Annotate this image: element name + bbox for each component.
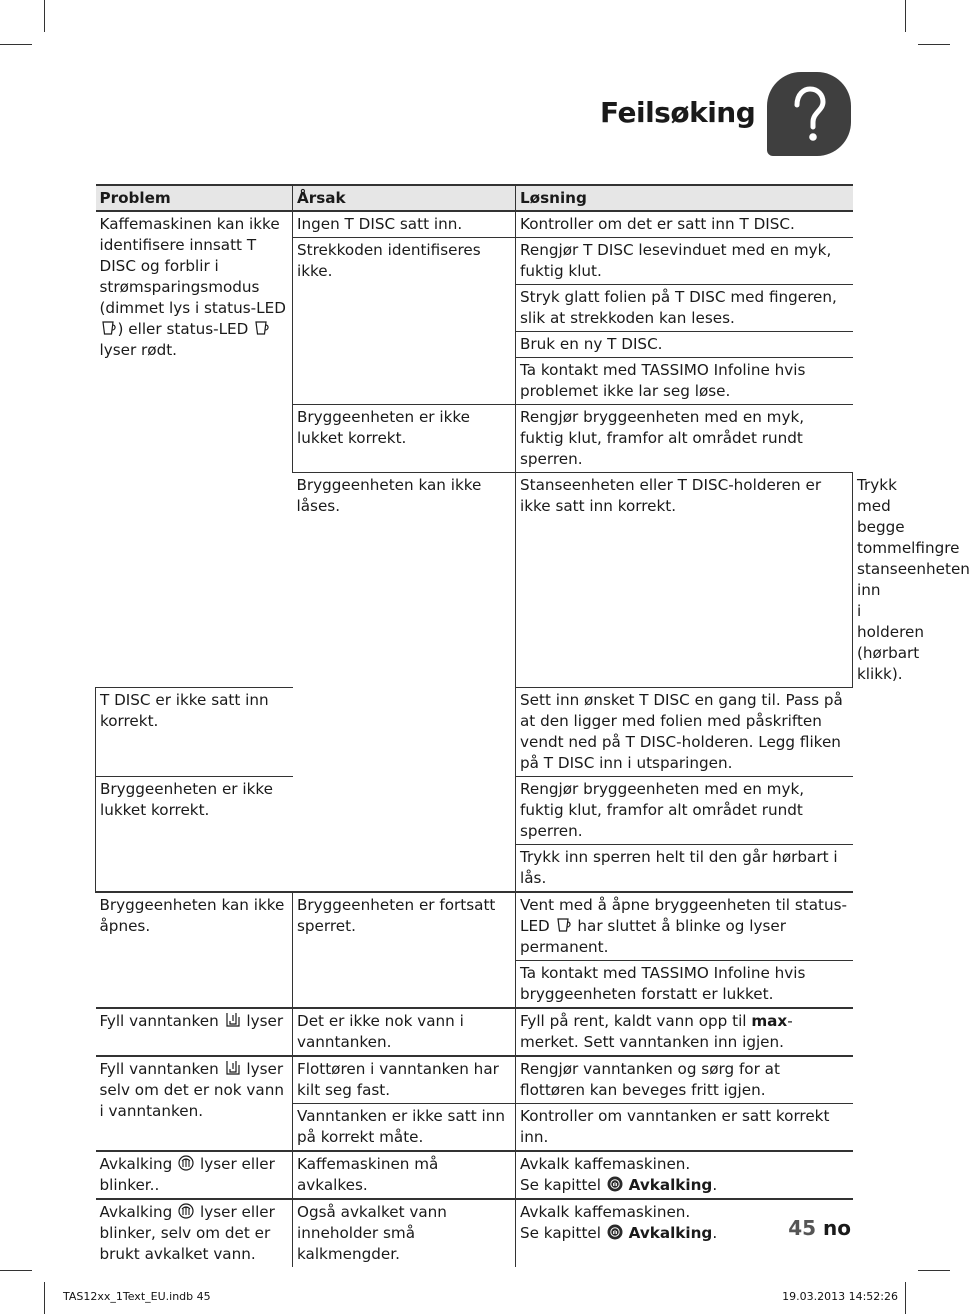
- crop-mark: [918, 1270, 950, 1271]
- cause-cell: Ingen T DISC satt inn.: [293, 211, 516, 238]
- solution-cell: Trykk inn sperren helt til den går hørbart i lås.: [516, 844, 853, 892]
- table-row: [96, 1008, 853, 1056]
- cause-cell: T DISC er ikke satt inn korrekt.: [96, 687, 293, 776]
- descale-icon: [178, 1203, 194, 1219]
- solution-cell: Ta kontakt med TASSIMO Infoline hvis problemet ikke lar seg løse.: [516, 358, 853, 405]
- column-header-problem: Problem: [96, 185, 293, 211]
- problem-cell: Bryggeenheten kan ikke åpnes.: [96, 892, 293, 1008]
- footer-file-info: TAS12xx_1Text_EU.indb 45: [63, 1290, 211, 1303]
- solution-cell: Sett inn ønsket T DISC en gang til. Pass på at den ligger med folien med påskriften vendt ned på T DISC-holderen. Legg fliken på T DISC inn i utsparingen.: [516, 687, 853, 776]
- crop-mark: [0, 44, 32, 45]
- water-tank-icon: [225, 1012, 241, 1028]
- cause-cell: Også avkalket vann inneholder små kalkmengder.: [293, 1199, 516, 1267]
- table-row: [96, 1056, 853, 1104]
- cause-cell: Det er ikke nok vann i vanntanken.: [293, 1008, 516, 1056]
- cup-led-icon: [556, 917, 572, 933]
- solution-cell: Vent med å åpne bryggeenheten til status-LED har sluttet å blinke og lyser permanent.: [516, 892, 853, 961]
- table-row: Bryggeenheten kan ikke låses. Stanseenheten eller T DISC-holderen er ikke satt inn korrekt. Trykk med begge tommelfingre stanseenheten inn i holderen (hørbart klikk).: [96, 473, 853, 688]
- descale-chapter-icon: [607, 1176, 623, 1192]
- cause-cell: Bryggeenheten er ikke lukket korrekt.: [293, 405, 516, 473]
- problem-cell: Kaffemaskinen kan ikke identifisere innsatt T DISC og forblir i strømsparingsmodus (dimmet lys i status-LED ) eller status-LED lyser rødt.: [96, 211, 293, 687]
- cause-cell: Vanntanken er ikke satt inn på korrekt måte.: [293, 1103, 516, 1151]
- solution-cell: Rengjør vanntanken og sørg for at flottøren kan beveges fritt igjen.: [516, 1056, 853, 1104]
- cause-cell: Bryggeenheten er fortsatt sperret.: [293, 892, 516, 1008]
- page-number: [788, 1216, 851, 1240]
- solution-cell: Ta kontakt med TASSIMO Infoline hvis bryggeenheten forstatt er lukket.: [516, 960, 853, 1008]
- solution-cell: Kontroller om vanntanken er satt korrekt inn.: [516, 1103, 853, 1151]
- column-header-solution: Løsning: [516, 185, 853, 211]
- cup-led-icon: [101, 320, 117, 336]
- crop-mark: [0, 1270, 32, 1271]
- crop-mark: [905, 1282, 906, 1314]
- page-title: Feilsøking: [600, 96, 756, 129]
- crop-mark: [918, 44, 950, 45]
- descale-icon: [178, 1155, 194, 1171]
- solution-cell: Fyll på rent, kaldt vann opp til max-merket. Sett vanntanken inn igjen.: [516, 1008, 853, 1056]
- crop-mark: [905, 0, 906, 32]
- troubleshooting-table: [95, 184, 970, 1267]
- cause-cell: Flottøren i vanntanken har kilt seg fast.: [293, 1056, 516, 1104]
- column-header-cause: Årsak: [293, 185, 516, 211]
- crop-mark: [44, 0, 45, 32]
- cause-cell: Kaffemaskinen må avkalkes.: [293, 1151, 516, 1199]
- descale-chapter-icon: [607, 1224, 623, 1240]
- solution-cell: Avkalk kaffemaskinen. Se kapittel Avkalking.: [516, 1199, 853, 1267]
- solution-cell: Kontroller om det er satt inn T DISC.: [516, 211, 853, 238]
- crop-mark: [44, 1282, 45, 1314]
- table-row: [96, 892, 853, 961]
- problem-cell: Avkalking lyser eller blinker..: [96, 1151, 293, 1199]
- page-number-value: 45: [788, 1216, 817, 1240]
- problem-cell: Avkalking lyser eller blinker, selv om det er brukt avkalket vann.: [99, 1202, 275, 1263]
- problem-cell: Bryggeenheten kan ikke låses.: [293, 473, 516, 892]
- cup-led-icon: [254, 320, 270, 336]
- page-language: no: [823, 1216, 851, 1240]
- table-header-row: [96, 185, 853, 211]
- solution-cell: Rengjør bryggeenheten med en myk, fuktig klut, framfor alt området rundt sperren.: [516, 405, 853, 473]
- table-row: [96, 1199, 853, 1267]
- solution-cell: Rengjør bryggeenheten med en myk, fuktig klut, framfor alt området rundt sperren.: [516, 776, 853, 844]
- solution-cell: Avkalk kaffemaskinen. Se kapittel Avkalking.: [516, 1151, 853, 1199]
- problem-cell: Fyll vanntanken lyser selv om det er nok vann i vanntanken.: [96, 1056, 293, 1151]
- question-mark-icon: [767, 72, 851, 156]
- cause-cell: Strekkoden identifiseres ikke.: [293, 238, 516, 405]
- table-row: [96, 1151, 853, 1199]
- solution-cell: Rengjør T DISC lesevinduet med en myk, fuktig klut.: [516, 238, 853, 285]
- solution-cell: Stryk glatt folien på T DISC med fingeren, slik at strekkoden kan leses.: [516, 285, 853, 332]
- problem-cell: Fyll vanntanken lyser: [96, 1008, 293, 1056]
- cause-cell: Stanseenheten eller T DISC-holderen er ikke satt inn korrekt.: [516, 473, 853, 688]
- footer-timestamp: 19.03.2013 14:52:26: [782, 1290, 898, 1303]
- cause-cell: Bryggeenheten er ikke lukket korrekt.: [96, 776, 293, 892]
- solution-cell: Bruk en ny T DISC.: [516, 332, 853, 358]
- water-tank-icon: [225, 1060, 241, 1076]
- table-row: [96, 211, 853, 238]
